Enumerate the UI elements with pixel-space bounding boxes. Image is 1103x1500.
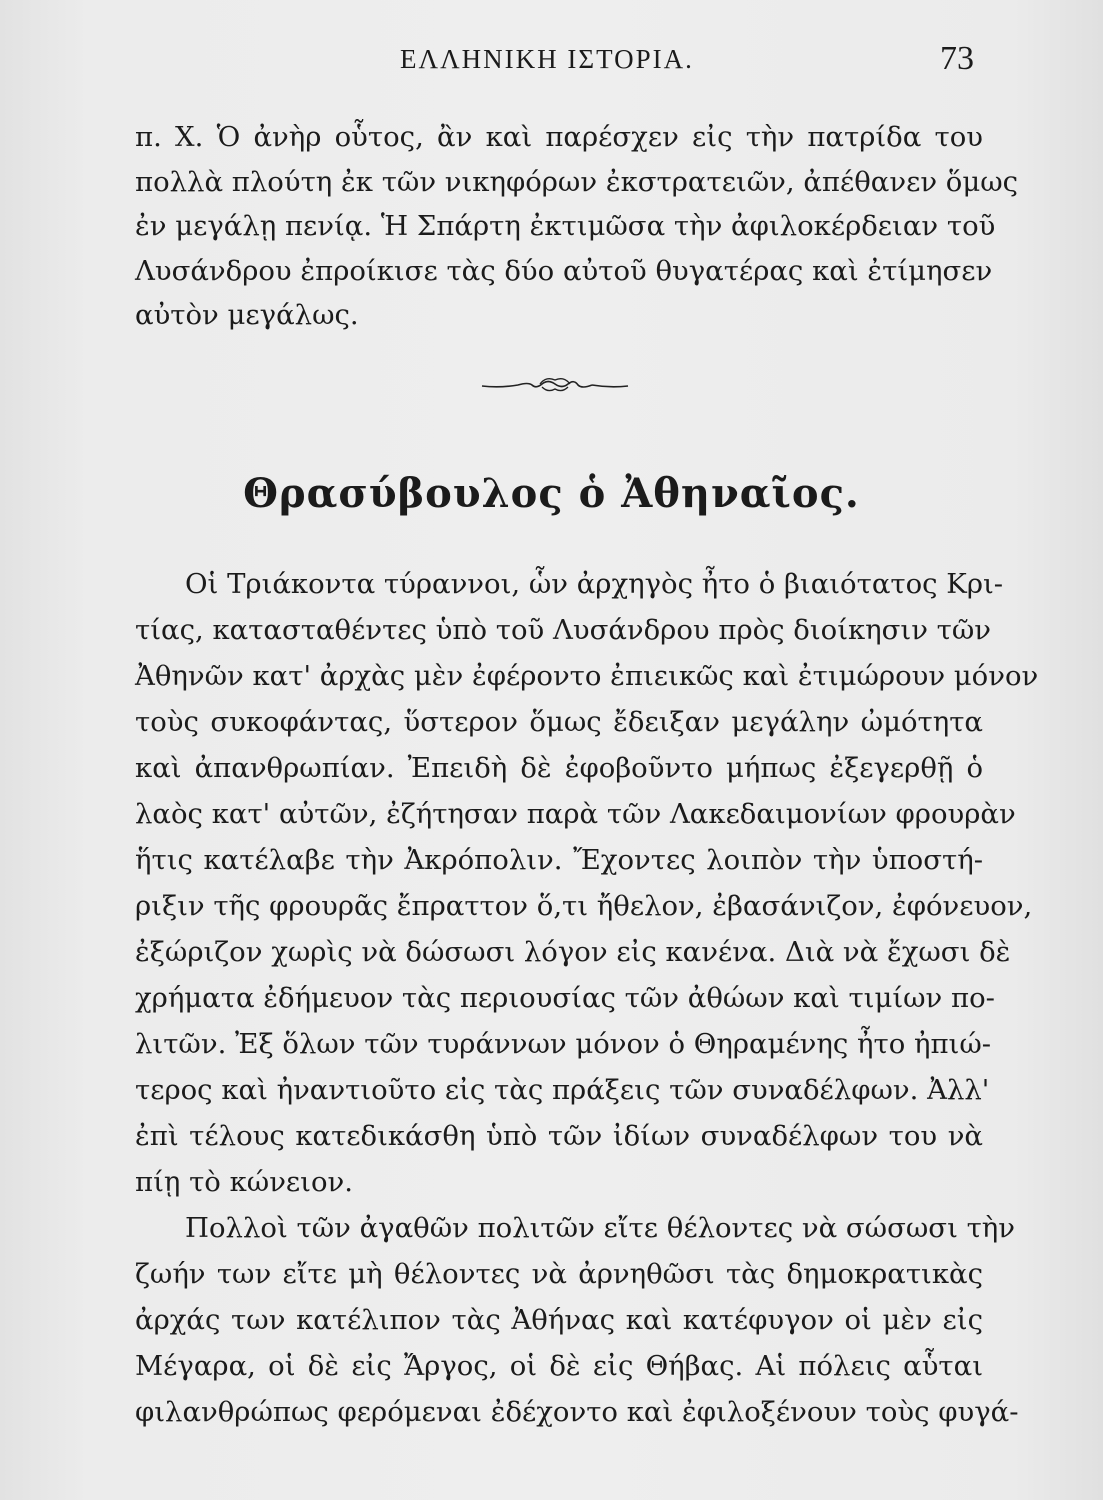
text-line: πίῃ τὸ κώνειον. <box>135 1166 353 1198</box>
text-line: πολλὰ πλούτη ἐκ τῶν νικηφόρων ἐκστρατειῶν, ἀπέθανεν ὅμως <box>135 165 1019 198</box>
top-paragraph <box>135 115 1019 338</box>
text-line: ζωήν των εἴτε μὴ θέλοντες νὰ ἀρνηθῶσι τὰς δημοκρατικὰς <box>135 1258 983 1290</box>
running-head <box>0 40 1103 84</box>
text-line: αὐτὸν μεγάλως. <box>135 299 359 331</box>
text-line: ἐν μεγάλῃ πενίᾳ. Ἡ Σπάρτη ἐκτιμῶσα τὴν ἀφιλοκέρδειαν τοῦ <box>135 210 996 242</box>
text-line: Πολλοὶ τῶν ἀγαθῶν πολιτῶν εἴτε θέλοντες νὰ σώσωσι τὴν <box>185 1212 1015 1244</box>
text-line: λαὸς κατ' αὐτῶν, ἐζήτησαν παρὰ τῶν Λακεδαιμονίων φρουρὰν <box>135 798 1016 830</box>
text-line: καὶ ἀπανθρωπίαν. Ἐπειδὴ δὲ ἐφοβοῦντο μήπως ἐξεγερθῇ ὁ <box>135 752 983 784</box>
text-line: τοὺς συκοφάντας, ὕστερον ὅμως ἔδειξαν μεγάλην ὠμότητα <box>135 706 983 738</box>
text-line: Λυσάνδρου ἐπροίκισε τὰς δύο αὐτοῦ θυγατέρας καὶ ἐτίμησεν <box>135 254 993 287</box>
running-title: ΕΛΛΗΝΙΚΗ ΙΣΤΟΡΙΑ. <box>400 44 694 74</box>
text-line: ριξιν τῆς φρουρᾶς ἔπραττον ὅ,τι ἤθελον, ἐβασάνιζον, ἐφόνευον, <box>135 890 1033 922</box>
text-line: τερος καὶ ἠναντιοῦτο εἰς τὰς πράξεις τῶν συναδέλφων. Ἀλλ' <box>135 1074 990 1106</box>
page-number: 73 <box>940 40 974 77</box>
text-line: Οἱ Τριάκοντα τύραννοι, ὧν ἀρχηγὸς ἦτο ὁ βιαιότατος Κρι- <box>185 568 1004 600</box>
text-line: φιλανθρώπως φερόμεναι ἐδέχοντο καὶ ἐφιλοξένουν τοὺς φυγά- <box>135 1396 1019 1428</box>
text-line: τίας, κατασταθέντες ὑπὸ τοῦ Λυσάνδρου πρὸς διοίκησιν τῶν <box>135 614 992 646</box>
main-text <box>135 562 1039 1436</box>
text-line: χρήματα ἐδήμευον τὰς περιουσίας τῶν ἀθώων καὶ τιμίων πο- <box>135 982 995 1014</box>
decorative-flourish-icon <box>480 372 630 398</box>
text-line: ἀρχάς των κατέλιπον τὰς Ἀθήνας καὶ κατέφυγον οἱ μὲν εἰς <box>135 1304 983 1336</box>
text-line: ἐπὶ τέλους κατεδικάσθη ὑπὸ τῶν ἰδίων συναδέλφων του νὰ <box>135 1120 983 1152</box>
text-line: ἐξώριζον χωρὶς νὰ δώσωσι λόγον εἰς κανένα. Διὰ νὰ ἔχωσι δὲ <box>135 936 1011 968</box>
text-line: ἥτις κατέλαβε τὴν Ἀκρόπολιν. Ἔχοντες λοιπὸν τὴν ὑποστή- <box>135 844 983 876</box>
text-line: Μέγαρα, οἱ δὲ εἰς Ἄργος, οἱ δὲ εἰς Θήβας. Αἱ πόλεις αὗται <box>135 1350 983 1382</box>
text-line: Ἀθηνῶν κατ' ἀρχὰς μὲν ἐφέροντο ἐπιεικῶς καὶ ἐτιμώρουν μόνον <box>135 660 1039 692</box>
text-line: λιτῶν. Ἐξ ὅλων τῶν τυράννων μόνον ὁ Θηραμένης ἦτο ἠπιώ- <box>135 1028 992 1060</box>
text-line: π. Χ. Ὁ ἀνὴρ οὗτος, ἂν καὶ παρέσχεν εἰς τὴν πατρίδα του <box>135 121 983 153</box>
section-heading: Θρασύβουλος ὁ Ἀθηναῖος. <box>243 470 860 517</box>
